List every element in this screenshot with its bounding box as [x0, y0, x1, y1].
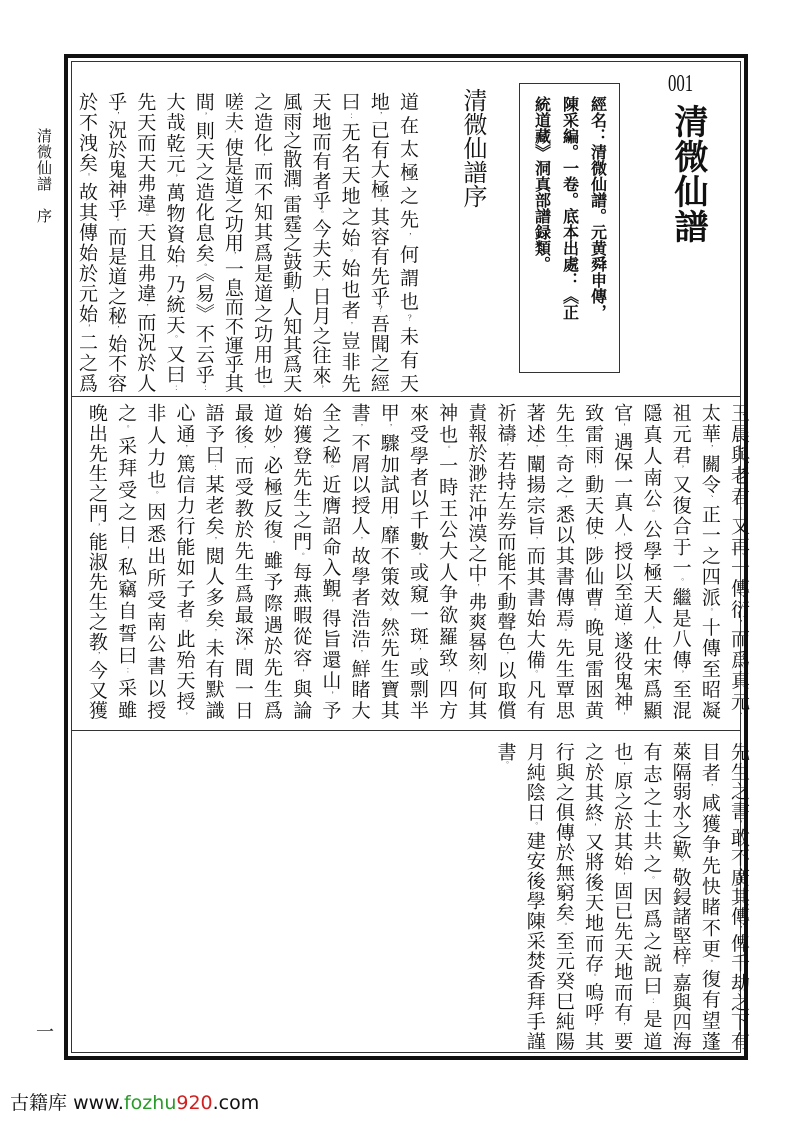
- text-column: 責報於渺茫冲漠之中，弗爽晷刻，何其: [465, 403, 488, 720]
- info-line: 統道藏》洞真部譜録類。: [532, 96, 552, 272]
- text-column: 先天而天弗違。天且弗違，而況於人: [134, 92, 157, 393]
- text-column: 非人力也。因悉出所受南公書以授: [144, 403, 167, 720]
- register-divider-1: [72, 396, 740, 397]
- scripture-title: 清微仙譜: [668, 104, 708, 244]
- top-register-text: [75, 92, 423, 393]
- margin-running-title: 清微仙譜 序: [35, 128, 53, 224]
- text-column: 之造化，而不知其爲是道之功用也。: [251, 92, 274, 393]
- text-column: 甲，驟加試用，靡不策效。然先生寶其: [377, 403, 400, 720]
- text-column: 先生之書，敢不廣其傳，俾千劫之下有: [728, 742, 750, 1051]
- watermark-footer: [10, 1088, 259, 1115]
- info-line: 經名：清微仙譜。元黄舜申傳，: [588, 96, 608, 320]
- text-column: 晚出先生之門，能淑先生之教，今又獲: [85, 403, 108, 720]
- text-column: 先生，奇之，悉以其書傳焉。先生覃思: [552, 403, 575, 720]
- text-column: 道在太極之先，何謂也？未有天: [397, 92, 419, 393]
- text-column: 道妙，必極反復。雖予際遇於先生爲: [261, 403, 283, 720]
- text-column: 語予曰：某老矣，閲人多矣，未有默識: [202, 403, 225, 720]
- text-column: 書，不屑以授人，故學者浩浩，鮮睹大: [348, 403, 371, 720]
- text-column: 有志之士共之。因爲之説曰：是道: [640, 742, 663, 1051]
- text-column: 致雷雨，動天使，陟仙曹。晚見雷囦黄: [582, 403, 605, 720]
- register-divider-2: [72, 730, 740, 731]
- text-column: 太華，關令、正一之四派。十傳至昭凝: [698, 403, 721, 720]
- text-column: 書。: [494, 742, 517, 769]
- text-column: 乎，況於鬼神乎。而是道之秘，始不容: [105, 92, 128, 393]
- text-column: 風雨之散潤，雷霆之鼓動，人知其爲天: [280, 92, 303, 393]
- text-column: 著述，闡揚宗旨，而其書始大備。凡有: [523, 403, 546, 720]
- scripture-info-box: [519, 83, 620, 373]
- bottom-register-text: [484, 742, 754, 1050]
- site-url-prefix: www.: [73, 1092, 124, 1114]
- text-column: 行與之俱傳於無窮矣。至元癸巳純陽: [552, 742, 575, 1051]
- text-column: 間，則天之造化息矣。《易》不云乎：: [192, 92, 215, 393]
- text-column: 神也。一時王公大人争欲羅致，四方: [436, 403, 459, 720]
- text-column: 大哉乾元，萬物資始，乃統天。又曰：: [163, 92, 186, 393]
- text-column: 嗟夫，使是道之功用，一息而不運乎其: [221, 92, 244, 393]
- text-column: 隱真人南公。公學極天人，仕宋爲顯: [640, 403, 663, 720]
- page-number: 一: [36, 1022, 54, 1043]
- middle-register-text: [78, 403, 754, 719]
- text-column: 目者，咸獲争先快睹不更。復有望蓬: [698, 742, 721, 1051]
- site-url-green: fozhu: [123, 1092, 177, 1114]
- site-url-red: 920: [176, 1092, 213, 1114]
- text-column: 祖元君，又復合于一。繼是八傳，至混: [669, 403, 692, 720]
- site-name: 古籍库: [10, 1092, 68, 1114]
- text-column: 全之秘。近膺詔命入覲，得旨還山，予: [319, 403, 342, 720]
- text-column: 萊隔弱水之歎，敬鋟諸堅梓，嘉與四海: [669, 742, 692, 1051]
- text-column: 祈禱，若持左券而能不動聲色，以取償: [494, 403, 517, 720]
- text-column: 來受學者以千數。或窺一斑，或剽半: [406, 403, 429, 720]
- scripture-number: 001: [668, 71, 694, 97]
- text-column: 也，原之於其始，固已先天地而有，要: [611, 742, 634, 1051]
- text-column: 最後，而受教於先生爲最深。間一日: [231, 403, 254, 720]
- text-column: 之。采拜受之日，私竊自誓曰：采雖: [115, 403, 138, 719]
- text-column: 玉晨與老君。又再一傳衍，而爲真元、: [728, 403, 750, 720]
- preface-heading: 清微仙譜序: [459, 88, 487, 208]
- text-column: 月純陰日。建安後學陳采焚香拜手謹: [523, 742, 546, 1051]
- text-column: 地，已有大極，其容有先乎？吾聞之經: [367, 92, 390, 393]
- text-column: 官，遇保一真人，授以至道，遂役鬼神，: [611, 403, 634, 720]
- site-url-suffix: .com: [212, 1092, 260, 1114]
- text-column: 始獲登先生之門。每燕暇從容，與論: [290, 403, 313, 720]
- text-column: 於不洩矣。故其傳始於元始，二之爲: [75, 92, 98, 393]
- text-column: 心通，篤信力行能如子者。此殆天授，: [173, 403, 196, 720]
- text-column: 天地而有者乎。今夫天，日月之往來，: [309, 92, 332, 393]
- info-line: 陳采編。一卷。底本出處：《正: [560, 96, 580, 320]
- text-column: 曰：无名天地之始。始也者，豈非先: [338, 92, 361, 393]
- text-column: 之於其終，又將後天地而存。嗚呼，其: [582, 742, 605, 1051]
